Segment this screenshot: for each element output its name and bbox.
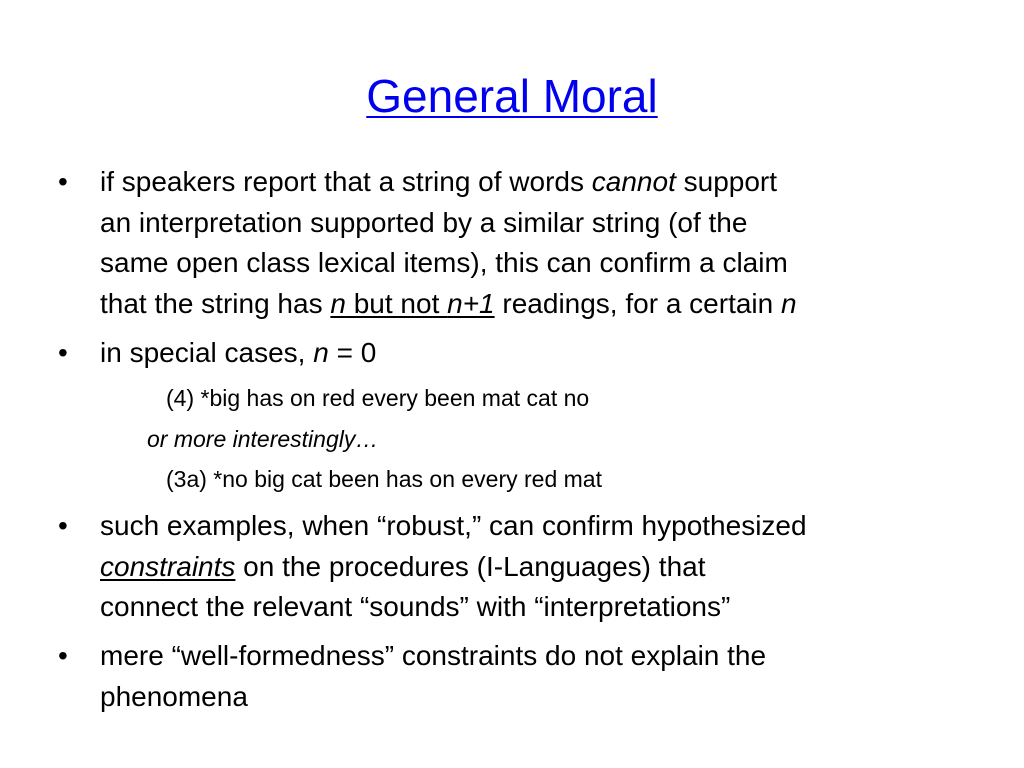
bullet-3-line-1: such examples, when “robust,” can confirm hypothesized [100, 510, 807, 541]
underlined-n-but-not-n1 [330, 288, 494, 319]
var-n: n [313, 337, 329, 368]
bullet-marker-3: • [58, 510, 68, 541]
bullet-1-l4-pre: that the string has [100, 287, 331, 319]
bullet-marker-4: • [58, 640, 68, 671]
bullet-2-text [100, 333, 1000, 374]
slide-title [0, 68, 1024, 124]
example-3a: (3a) *no big cat been has on every red mat [166, 466, 602, 492]
but-not-text: but not [345, 287, 448, 319]
bullet-2-post: = 0 [328, 337, 377, 368]
bullet-1-l1-pre: if speakers report that a string of words [100, 166, 592, 197]
bullet-1-line-3: same open class lexical items), this can confirm a claim [100, 247, 788, 279]
bullet-4-line-2: phenomena [100, 680, 248, 712]
emphasis-cannot: cannot [591, 166, 676, 197]
bullet-1-line-1 [100, 162, 1000, 203]
bullet-3-l2-post: on the procedures (I-Languages) that [235, 550, 706, 582]
bullet-1-line-2: an interpretation supported by a similar string (of the [100, 206, 748, 238]
example-4: (4) *big has on red every been mat cat no [166, 385, 590, 411]
bullet-4-text [100, 636, 1000, 717]
var-n-plus-1: n+1 [447, 287, 495, 319]
emphasis-constraints: constraints [100, 550, 236, 582]
bullet-3-line-3: connect the relevant “sounds” with “interpretations” [100, 591, 731, 623]
var-n-end: n [781, 287, 797, 319]
bullet-1-l1-post: support [675, 166, 778, 197]
bullet-4-line-1: mere “well-formedness” constraints do not explain the [100, 640, 767, 671]
bullet-3-line-2 [100, 547, 1000, 588]
bullet-marker-1: • [58, 166, 68, 197]
example-aside: or more interestingly… [147, 426, 379, 452]
bullet-1-line-4 [100, 284, 1000, 325]
var-n: n [330, 287, 346, 319]
bullet-1-text [100, 162, 1000, 324]
title-link[interactable]: General Moral [366, 70, 658, 122]
bullet-2-line-1 [100, 333, 1000, 374]
bullet-3-text [100, 506, 1000, 628]
bullet-1-l4-post: readings, for a certain [494, 287, 781, 319]
bullet-marker-2: • [58, 337, 68, 368]
bullet-2-pre: in special cases, [100, 337, 314, 368]
